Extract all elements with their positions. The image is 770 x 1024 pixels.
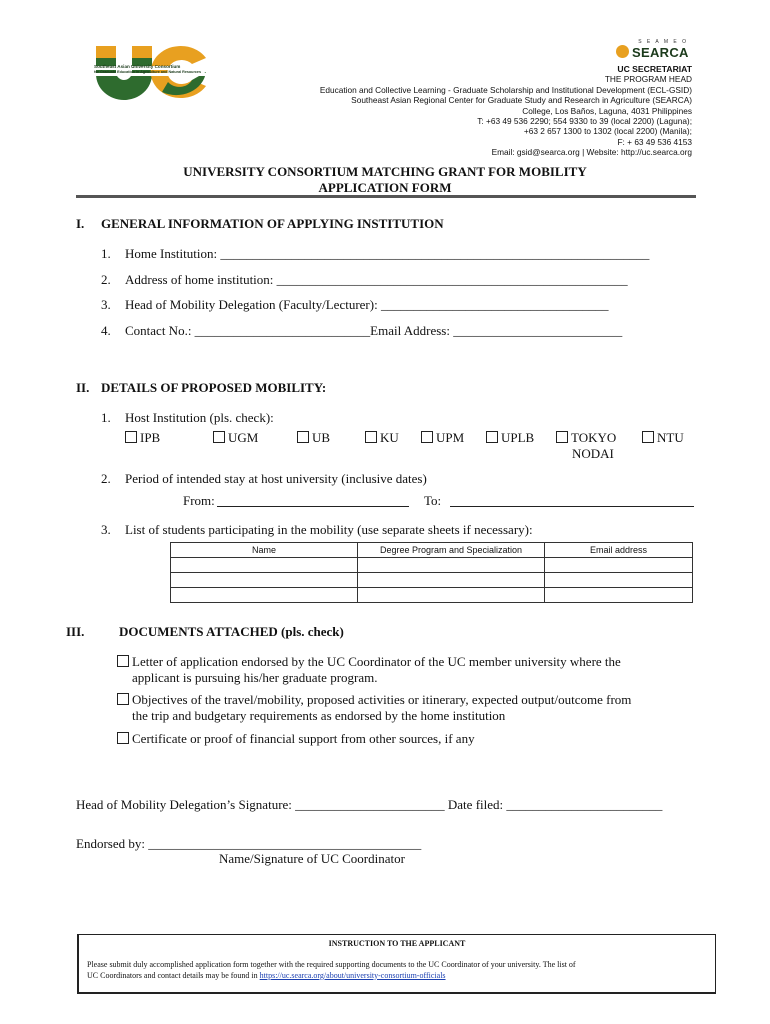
table-row[interactable] [171, 558, 693, 573]
item-number: 4. [101, 323, 111, 338]
table-cell[interactable] [545, 558, 693, 573]
header-line: Southeast Asian Regional Center for Graduate Study and Research in Agriculture (SEARCA) [351, 95, 692, 106]
title-divider [76, 195, 696, 198]
header-address-block [222, 64, 692, 158]
address-field[interactable]: Address of home institution: ______________________________________________________ [125, 272, 628, 287]
host-option-uplb[interactable]: UPLB [486, 430, 534, 446]
table-row[interactable] [171, 573, 693, 588]
instruction-title: INSTRUCTION TO THE APPLICANT [328, 939, 466, 948]
header-line: F: + 63 49 536 4153 [617, 136, 692, 147]
column-header-email: Email address [545, 543, 693, 558]
doc-option-objectives[interactable]: Objectives of the travel/mobility, proposed activities or itinerary, expected output/outcome from the trip and budgetary requirements as endorsed by the home institution [117, 692, 697, 724]
column-header-name: Name [171, 543, 358, 558]
searca-emblem-icon [616, 45, 629, 58]
instruction-body [87, 960, 697, 981]
checkbox-icon[interactable] [213, 431, 225, 443]
host-institution-label: Host Institution (pls. check): [125, 410, 274, 425]
table-cell[interactable] [545, 588, 693, 603]
contact-email-field[interactable]: Contact No.: ___________________________Email Address: __________________________ [125, 323, 623, 338]
table-cell[interactable] [171, 558, 358, 573]
signature-date-field[interactable]: Head of Mobility Delegation’s Signature: _______________________ Date filed: ________________________ [76, 797, 663, 812]
instruction-text-1: Please submit duly accomplished application form together with the required supporting documents to the UC Coordinator of your university. The list of [87, 960, 576, 969]
header-line: T: +63 49 536 2290; 554 9330 to 39 (local 2200) (Laguna); [477, 116, 692, 127]
period-label: Period of intended stay at host university (inclusive dates) [125, 471, 427, 486]
header-line: UC SECRETARIAT [617, 64, 692, 74]
doc-option-letter[interactable]: Letter of application endorsed by the UC Coordinator of the UC member university where the applicant is pursuing his/her graduate program. [117, 654, 697, 686]
host-option-tokyo-nodai[interactable]: TOKYO [556, 430, 616, 446]
checkbox-icon[interactable] [117, 732, 129, 744]
host-option-ntu[interactable]: NTU [642, 430, 684, 446]
uc-logo [94, 44, 208, 100]
item-number: 3. [101, 522, 111, 537]
endorsed-caption: Name/Signature of UC Coordinator [219, 851, 405, 866]
to-date-field[interactable] [450, 506, 694, 507]
host-option-ugm[interactable]: UGM [213, 430, 258, 446]
host-option-ku[interactable]: KU [365, 430, 399, 446]
header-line: +63 2 657 1300 to 1302 (local 2200) (Manila); [523, 126, 692, 137]
item-number: 2. [101, 471, 111, 486]
to-label: To: [424, 493, 442, 508]
item-number: 1. [101, 410, 111, 425]
section3-title: DOCUMENTS ATTACHED (pls. check) [119, 624, 344, 639]
table-cell[interactable] [171, 573, 358, 588]
seameo-text: S E A M E O [638, 39, 688, 45]
table-cell[interactable] [171, 588, 358, 603]
from-date-field[interactable] [217, 506, 409, 507]
host-option-ub[interactable]: UB [297, 430, 330, 446]
instruction-text-2: UC Coordinators and contact details may be found in [87, 970, 260, 980]
host-option-upm[interactable]: UPM [421, 430, 464, 446]
section3-number: III. [66, 624, 85, 639]
checkbox-icon[interactable] [125, 431, 137, 443]
item-number: 2. [101, 272, 111, 287]
logo-text-line2: for Graduate Education in Agriculture and Natural Resources [94, 70, 202, 74]
header-line: Education and Collective Learning - Graduate Scholarship and Institutional Development (ECL-GSID) [319, 84, 692, 95]
table-cell[interactable] [358, 588, 545, 603]
header-line: THE PROGRAM HEAD [604, 74, 692, 85]
instruction-box [77, 934, 716, 994]
title-line-1: UNIVERSITY CONSORTIUM MATCHING GRANT FOR MOBILITY [183, 164, 587, 179]
checkbox-icon[interactable] [297, 431, 309, 443]
section1-title: GENERAL INFORMATION OF APPLYING INSTITUTION [101, 216, 444, 231]
table-cell[interactable] [358, 573, 545, 588]
host-option-nodai-label: NODAI [572, 446, 614, 461]
table-row[interactable] [171, 588, 693, 603]
item-number: 1. [101, 246, 111, 261]
head-delegation-field[interactable]: Head of Mobility Delegation (Faculty/Lecturer): ___________________________________ [125, 297, 609, 312]
checkbox-icon[interactable] [117, 693, 129, 705]
host-option-ipb[interactable]: IPB [125, 430, 160, 446]
section2-number: II. [76, 380, 90, 395]
checkbox-icon[interactable] [365, 431, 377, 443]
checkbox-icon[interactable] [421, 431, 433, 443]
section2-title: DETAILS OF PROPOSED MOBILITY: [101, 380, 327, 395]
logo-text-line1: Southeast Asian University Consortium [94, 64, 181, 69]
checkbox-icon[interactable] [486, 431, 498, 443]
table-cell[interactable] [358, 558, 545, 573]
endorsed-by-field[interactable]: Endorsed by: __________________________________________ [76, 836, 422, 851]
form-title [0, 164, 770, 196]
doc-option-certificate[interactable]: Certificate or proof of financial support from other sources, if any [117, 731, 697, 747]
table-cell[interactable] [545, 573, 693, 588]
checkbox-icon[interactable] [556, 431, 568, 443]
item-number: 3. [101, 297, 111, 312]
officials-link[interactable]: https://uc.searca.org/about/university-consortium-officials [259, 970, 446, 980]
table-header-row [171, 543, 693, 558]
title-line-2: APPLICATION FORM [318, 180, 452, 195]
section1-number: I. [76, 216, 85, 231]
from-label: From: [183, 493, 215, 508]
checkbox-icon[interactable] [642, 431, 654, 443]
column-header-degree: Degree Program and Specialization [358, 543, 545, 558]
header-line: Email: gsid@searca.org | Website: http://uc.searca.org [491, 147, 692, 158]
header-line: College, Los Baños, Laguna, 4031 Philippines [522, 105, 692, 116]
students-label: List of students participating in the mobility (use separate sheets if necessary): [125, 522, 533, 537]
home-institution-field[interactable]: Home Institution: __________________________________________________________________ [125, 246, 650, 261]
searca-wordmark: SEARCA [632, 45, 689, 60]
searca-logo [612, 38, 692, 62]
checkbox-icon[interactable] [117, 655, 129, 667]
students-table [170, 542, 693, 603]
